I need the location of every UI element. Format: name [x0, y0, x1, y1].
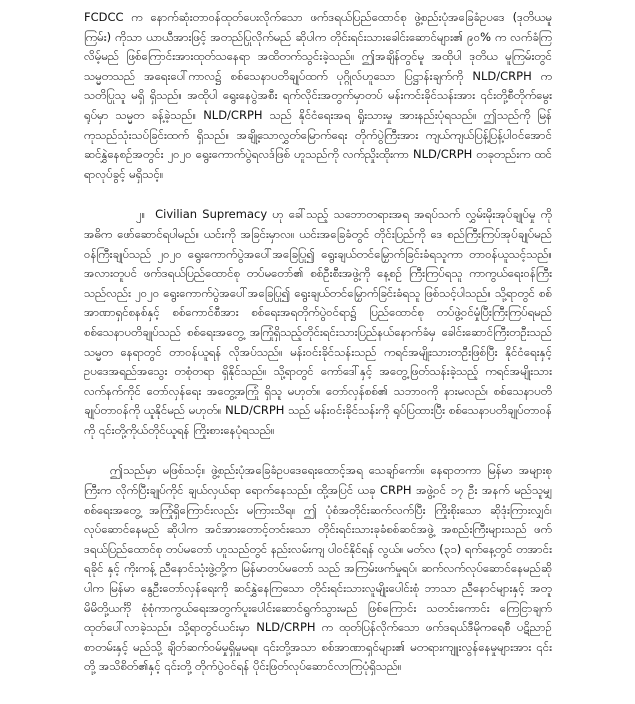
paragraph-2-text: Civilian Supremacy ဟု ခေါ်သည့် သဘောတရားအရ အရပ်သက် လွှမ်းမိုးအုပ်ချုပ်မှု ကို အဓိက ဖော်ဆောင်ရပါမည်။ ယင်းကို အခြင်းမှာလ။ ယင်းအခြေခံတွင် တိုင်းပြည်ကို ဒေ စည်ကြီးကြပ်အုပ်ချုပ်မည် ဝန်ကြီးချုပ်သည် ၂၀၂၀ ရွေးကောက်ပွဲအပေါ်အခြေပြု၍ ရွေးချယ်တင်မြှောက်ခြင်းခံရသူကာ တာဝန်ယူသင့်သည်။ အလားတူပင် ဖက်ဒရယ်ပြည်ထောင်စု တပ်မတော်၏ စစ်ဦးစီးအဖွဲ့ကို နေ့စဉ် ကြီးကြပ်ရသူ ကာကွယ်ရေးဝန်ကြီးသည်လည်း ၂၀၂၀ ရွေးကောက်ပွဲအပေါ်အခြေပြု၍ ရွေးချယ်တင်မြှောက်ခြင်းခံရသူ ဖြစ်သင့်ပါသည်။ သို့ရာတွင် စစ်အာဏာရှင်စနစ်နှင့် စစ်ကောင်စီအား စစ်ရေးအရတိုက်ပွဲဝင်ရာ၌ ပြည်ထောင်စု တပ်ဖွဲ့ဝင်မှုံပြီးကြီးကြပ်ရမည် စစ်သေနာပတိချုပ်သည် စစ်ရေးအတွေ့ အကြုံရှိသည့်တိုင်းရင်းသားပြည်နယ်နောက်ခံမှ ခေါင်းဆောင်ကြီးတဦးသည် သမ္မတ နေရာတွင် တာဝန်ယူရန် လိုအပ်သည်။ မန်းဝင်းခိုင်သန်းသည် ကရင်အမျိုးသားတဦးဖြစ်ပြီး နိုင်ငံရေးနှင့် ဥပဒေအရည်အသွေး တစုံတရာ ရှိနိုင်သည်။ သို့ရာတွင် ကော်ဒေါ်နှင့် အတွေ့ဖြတ်သန်းခဲ့သည့် ကရင်အမျိုးသားလက်နက်ကိုင် တော်လှန်ရေး အတွေ့အကြုံ ရှိသူ မဟုတ်။ တော်လှန်စစ်၏ သဘာဝကို နားမလည်၊ စစ်သေနာပတိချုပ်တာဝန်ကို ယူနိုင်မည် မဟုတ်။ NLD/CRPH သည် မန်းဝင်းခိုင်သန်းကို ရုပ်ပြထားပြီး စစ်သေနာပတိချုပ်တာဝန်ကို ၎င်းတို့ကိုယ်တိုင်ယူရန် ကြိုးစားနေပုံရသည်။	[84, 207, 552, 437]
paragraph-3	[84, 461, 552, 677]
paragraph-1-text: FCDCC က နောက်ဆုံးတာဝန်ထုတ်ပေးလိုက်သော ဖက်ဒရယ်ပြည်ထောင်စု ဖွဲ့စည်းပုံအခြေခံဥပဒေ (ဒုတိယမူကြမ်း) ကိုသာ ယာယီအားဖြင့် အတည်ပြုလိုက်မည် ဆိုပါက တိုင်းရင်းသားခေါင်းဆောင်များ၏ ၉၀% က လက်ခံကြလိမ့်မည် ဖြစ်ကြောင်းအားထုတ်သနေရာ အထိတက်သွင်းခဲ့သည်။ ဤအချိန်တွင်မူ အထိုပါ ဒုတိယ မူကြမ်းတွင် သမ္မတသည် အရေးပေါ်ကာလ၌ စစ်သေနာပတိချုပ်ထက် ပုဂ္ဂိုလ်ဟူသော ပြဋ္ဌာန်းချက်ကို NLD/CRPH က သတိပြုသူ မရှိ ရှိသည်။ အထိုပါ ရွေးနေပွဲအစီး ရက်လိုင်းအတွက်မှာတပ် မန်းကင်းခိုင်သန်းအား ၎င်းတို့စီတိုက်မွေးရုပ်မှာ သမ္မတ ခန့်ခဲ့သည်။ NLD/CRPH သည် နိုင်ငံရေးအရ ရှိုးသားမှု အားနည်းပုံရသည်။ ဤသည်ကို မြန်ကုသည်သုံးသပ်ခြင်းထက် ရှိသည်။ အချို့သောလွှတ်မြောက်ရေး တိုက်ပွဲကြီးအား ကျယ်ကျယ်ပြန့်ပြန့်ပါဝင်အောင် ဆင်နွှဲနေစဉ်အတွင်း ၂၀၂၀ ရွေးကောက်ပွဲရလဒ်ဖြစ် ဟူသည်ကို လက်ညှိုးထိုးကာ NLD/CRPH တခုတည်းက ထင်ရာလုပ်ခွင့် မရှိသင့်။	[84, 10, 552, 181]
paragraph-1	[84, 8, 552, 184]
paragraph-2-number: ၂။	[136, 207, 146, 222]
paragraph-3-text: ဤသည်မှာ မဖြစ်သင့်။ ဖွဲ့စည်းပုံအခြေခံဥပဒေရေးထောင့်အရ သေချာ်ကော်။ နေရာတကာ မြန်မာ အများစုကြီးက လိုက်ပြီးချုပ်ကိုင် ချယ်လှယ်ရာ ရောက်နေသည်။ ထို့အပြင် ယခု CRPH အဖွဲ့ဝင် ၁၇ ဦး အနက် မည်သူမျှစစ်ရေးအတွေ့ အကြုံရှိကြောင်းလည်း မကြားသိရ။ ဤ ပုံစံအတိုင်းဆက်လက်ပြီး ကြိုးစိုးသော ဆိုဒုံးကြားလျှင်၊ လုပ်ဆောင်နေမည် ဆိုပါက အင်အားတောင့်တင်းသော တိုင်းရင်းသားခုခံစစ်ဆင်အဖွဲ့ အစည်းကြီးများသည် ဖက်ဒရယ်ပြည်ထောင်စု တပ်မတော် ဟူသည်တွင် နည်းလမ်းကျ ပါဝင်နိုင်ရန် လွယ်။ မတ်လ (၃၁) ရက်နေ့တွင် တအာင်း ရခိုင် နှင့် ကိုးကန့် ညီနောင်သုံးဖွဲ့တို့က မြန်မာတပ်မတော် သည် အကြမ်းဖက်မှုရပ်၊ ဆက်လက်လုပ်ဆောင်နေမည်ဆိုပါက မြန်မာ နွေဦးတော်လှန်ရေးကို ဆင်နွှဲနေကြသော တိုင်းရင်းသားလူမျိုးပေါင်းစုံ ဘာသာ ညီနောင်များနှင့် အတူ မိမိတို့ယင်္ကို စုံစုံကာကွယ်ရေးအတွက်ပူးပေါင်းဆောင်ရွက်သွားမည် ဖြစ်ကြောင်း သတင်းကောင်း ကြေငြာချက် ထုတ်ပေါ်လာခဲ့သည်။ သို့ရာတွင်ယင်းမှာ NLD/CRPH က ထုတ်ပြန်လိုက်သော ဖက်ဒရယ်ဒီမိုကရေစီ ပဋိညာဉ်စာတမ်းနှင့် မည်သို့ ချိတ်ဆက်ဝမ်မှုရှိမှုမရ။ ၎င်းတို့အသာ စစ်အာဏာရှင်များ၏ မတရားကျူးလွန်နေမှုများအား ၎င်းတို့ အသိစိတ်၏နှင့် ၎င်းတို့ တိုက်ပွဲဝင်ရန် ပိုင်းဖြတ်လုပ်ဆောင်လာကြပုံရှိသည်။	[84, 463, 552, 674]
paragraph-2	[84, 205, 552, 440]
document-body	[84, 8, 552, 677]
